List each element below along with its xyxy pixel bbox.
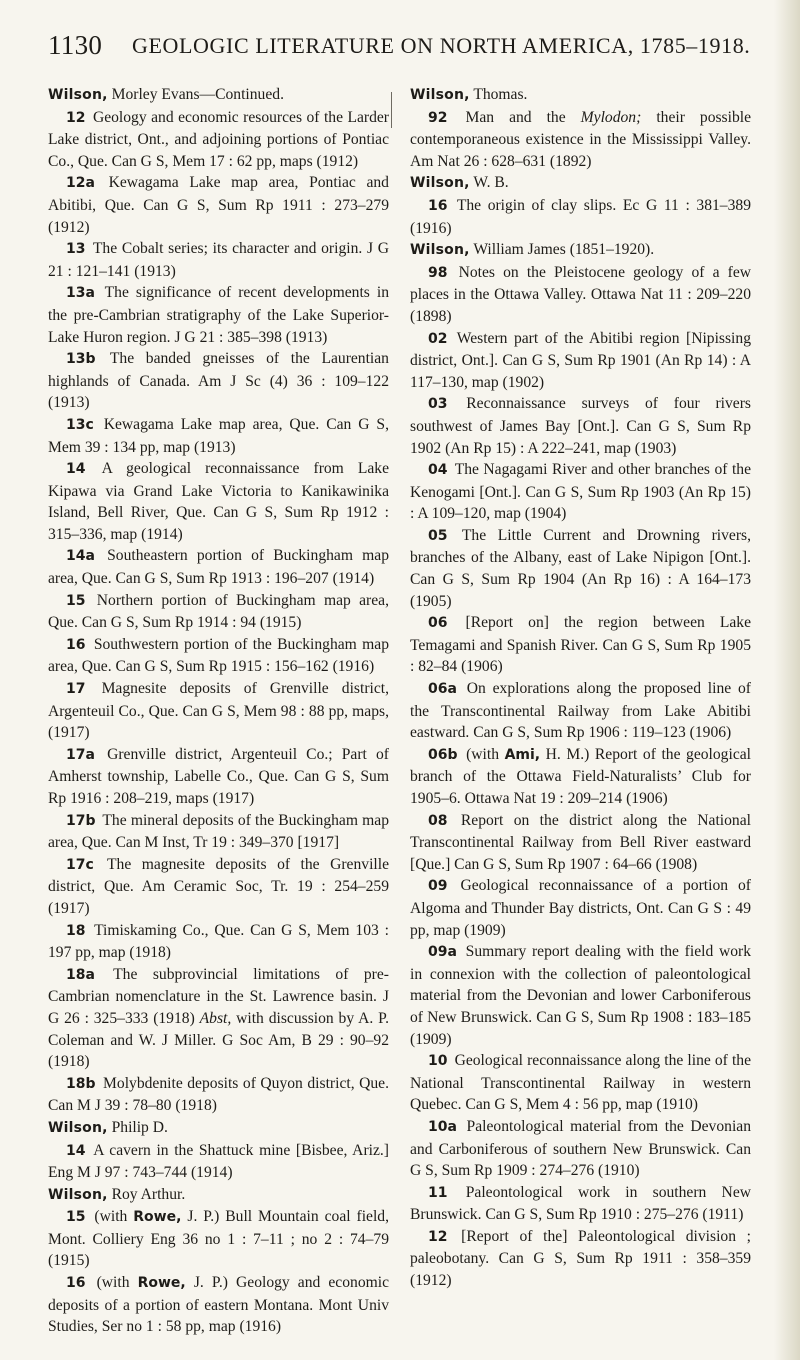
bib-entry xyxy=(48,458,389,545)
bib-entry xyxy=(48,238,389,282)
entry-number: 14a xyxy=(66,548,95,565)
entry-number: 13c xyxy=(66,416,94,433)
entry-number: 10 xyxy=(428,1053,448,1070)
entry-text: Geological reconnaissance of a portion of Algoma and Thunder Bay districts, Ont. Can G S : 49 pp, map (1909) xyxy=(410,877,751,939)
entry-text: A cavern in the Shattuck mine [Bisbee, Ariz.] Eng M J 97 : 743–744 (1914) xyxy=(48,1141,389,1182)
entry-number: 09a xyxy=(428,944,457,961)
left-column xyxy=(48,84,389,1338)
bib-entry xyxy=(48,744,389,810)
entry-text: Report on the district along the National Transcontinental Railway from Bell River eastward [Que.] Can G S, Sum Rp 1907 : 64–66 (1908) xyxy=(410,811,751,873)
entry-text: Geological reconnaissance along the line of the National Transcontinental Railway in western Quebec. Can G S, Mem 4 : 56 pp, map (1910) xyxy=(410,1052,751,1114)
entry-text: Southwestern portion of the Buckingham map area, Que. Can G S, Sum Rp 1915 : 156–162 (1916) xyxy=(48,635,389,676)
entry-number: 92 xyxy=(428,109,448,126)
author-given-names: W. B. xyxy=(473,174,509,192)
author-heading xyxy=(48,84,389,107)
entry-number: 03 xyxy=(428,396,448,413)
bib-entry xyxy=(410,941,751,1050)
bib-entry xyxy=(48,348,389,414)
entry-number: 06a xyxy=(428,681,457,698)
entry-text: Kewagama Lake map area, Que. Can G S, Mem 39 : 134 pp, map (1913) xyxy=(48,415,389,456)
page-edge-shadow xyxy=(774,0,800,1360)
bib-entry xyxy=(48,414,389,458)
entry-text: The Little Current and Drowning rivers, branches of the Albany, east of Lake Nipigon [Ont.]. Can G S, Sum Rp 1904 (An Rp 16) : A 164–173 (1905) xyxy=(410,526,751,610)
bib-entry xyxy=(48,1272,389,1338)
bib-entry xyxy=(48,678,389,744)
bib-entry xyxy=(410,1116,751,1182)
entry-text: Paleontological work in southern New Brunswick. Can G S, Sum Rp 1910 : 275–276 (1911) xyxy=(410,1183,752,1224)
entry-number: 14 xyxy=(66,1142,86,1159)
author-given-names: Philip D. xyxy=(111,1118,168,1136)
entry-text: The magnesite deposits of the Grenville district, Que. Am Ceramic Soc, Tr. 19 : 254–259 (1917) xyxy=(48,855,389,917)
bib-entry xyxy=(48,634,389,678)
entry-text: The banded gneisses of the Laurentian highlands of Canada. Am J Sc (4) 36 : 109–122 (1913) xyxy=(48,350,389,412)
entry-number: 17 xyxy=(66,681,86,698)
entry-number: 02 xyxy=(428,330,448,347)
entry-number: 18a xyxy=(66,966,95,983)
bib-entry xyxy=(48,107,389,173)
author-given-names: Morley Evans—Continued. xyxy=(111,86,284,103)
bib-entry xyxy=(410,393,751,459)
entry-text: The origin of clay slips. Ec G 11 : 381–389 (1916) xyxy=(410,196,751,237)
entry-number: 11 xyxy=(428,1184,448,1201)
author-heading xyxy=(48,1184,389,1207)
bib-entry xyxy=(410,1182,751,1226)
entry-text: The subprovincial limitations of pre-Cambrian nomenclature in the St. Lawrence basin. J G 26 : 325–333 (1918) xyxy=(48,965,389,1027)
bib-entry xyxy=(48,854,389,920)
bib-entry xyxy=(410,612,751,678)
entry-text: (with xyxy=(466,745,499,763)
right-column xyxy=(410,84,751,1292)
entry-text: The mineral deposits of the Buckingham map area, Que. Can M Inst, Tr 19 : 349–370 [1917] xyxy=(48,811,389,852)
entry-text: (with xyxy=(94,1208,128,1226)
bib-entry xyxy=(410,1226,751,1292)
bib-entry xyxy=(48,545,389,589)
running-header xyxy=(48,30,751,66)
bib-entry xyxy=(410,1050,751,1116)
author-given-names: Thomas. xyxy=(473,86,528,103)
entry-number: 09 xyxy=(428,878,448,895)
author-surname: Wilson, xyxy=(410,87,470,103)
bib-entry xyxy=(48,172,389,238)
entry-number: 10a xyxy=(428,1118,457,1135)
entry-number: 06 xyxy=(428,615,448,632)
bib-entry xyxy=(410,262,751,328)
entry-text: Reconnaissance surveys of four rivers southwest of James Bay [Ont.]. Can G S, Sum Rp 1902 (An Rp 15) : A 222–241, map (1903) xyxy=(410,395,751,457)
coauthor-surname: Rowe, xyxy=(133,1209,182,1226)
author-surname: Wilson, xyxy=(410,242,470,259)
author-surname: Wilson, xyxy=(48,87,108,103)
entry-number: 16 xyxy=(428,197,448,214)
running-title: GEOLOGIC LITERATURE ON NORTH AMERICA, 1785–1918. xyxy=(132,33,751,58)
entry-number: 12a xyxy=(66,175,95,192)
bib-entry xyxy=(48,810,389,854)
entry-number: 17c xyxy=(66,856,94,873)
entry-number: 12 xyxy=(428,1228,448,1245)
bib-entry xyxy=(48,282,389,348)
bib-entry xyxy=(410,459,751,525)
entry-text: J. P.) Bull Mountain coal field, Mont. Colliery Eng 36 no 1 : 7–11 ; no 2 : 74–79 (1915) xyxy=(48,1208,389,1270)
author-given-names: Roy Arthur. xyxy=(111,1185,186,1203)
entry-text: The significance of recent developments in the pre-Cambrian stratigraphy of the Lake Superior-Lake Huron region. J G 21 : 385–398 (1913) xyxy=(48,284,389,346)
entry-text: Northern portion of Buckingham map area, Que. Can G S, Sum Rp 1914 : 94 (1915) xyxy=(48,591,389,632)
entry-text: (with xyxy=(96,1274,130,1292)
entry-text: Summary report dealing with the field work in connexion with the collection of paleontological material from the Devonian and lower Carboniferous of New Brunswick. Can G S, Sum Rp 1908 : 183–185 (1909) xyxy=(410,943,751,1048)
bib-entry xyxy=(48,920,389,964)
bib-entry xyxy=(410,195,751,239)
bib-entry xyxy=(410,810,751,876)
entry-text: Paleontological material from the Devonian and Carboniferous of southern New Brunswick. Can G S, Sum Rp 1909 : 274–276 (1910) xyxy=(410,1117,752,1180)
entry-text: The Nagagami River and other branches of the Kenogami [Ont.]. Can G S, Sum Rp 1903 (An Rp 15) : A 109–120, map (1904) xyxy=(410,461,751,523)
entry-text: On explorations along the proposed line of the Transcontinental Railway from Lake Abitibi eastward. Can G S, Sum Rp 1906 : 119–123 (1906) xyxy=(410,680,751,742)
entry-number: 98 xyxy=(428,264,448,281)
entry-text: Western part of the Abitibi region [Nipissing district, Ont.]. Can G S, Sum Rp 1901 (An Rp 14) : A 117–130, map (1902) xyxy=(410,329,751,391)
genus-name: Mylodon; xyxy=(580,108,642,126)
entry-number: 16 xyxy=(66,1275,86,1292)
entry-text: Timiskaming Co., Que. Can G S, Mem 103 : 197 pp, map (1918) xyxy=(48,921,389,962)
entry-text: Man and the xyxy=(465,108,566,126)
entry-number: 18 xyxy=(66,922,86,939)
entry-number: 13 xyxy=(66,241,86,258)
entry-text: Kewagama Lake map area, Pontiac and Abitibi, Que. Can G S, Sum Rp 1911 : 273–279 (1912) xyxy=(48,174,389,236)
bib-entry xyxy=(48,964,389,1073)
entry-text: their possible contemporaneous existence in the Mississippi Valley. Am Nat 26 : 628–631 (1892) xyxy=(410,108,752,170)
entry-number: 18b xyxy=(66,1075,96,1092)
bib-entry xyxy=(48,1140,389,1184)
author-heading xyxy=(410,84,751,107)
bib-entry xyxy=(48,1073,389,1117)
entry-text: Geology and economic resources of the Larder Lake district, Ont., and adjoining portions of Pontiac Co., Que. Can G S, Mem 17 : 62 pp, maps (1912) xyxy=(48,108,389,170)
entry-text: [Report of the] Paleontological division ; paleobotany. Can G S, Sum Rp 1911 : 358–359 (1912) xyxy=(410,1227,752,1290)
bib-entry xyxy=(410,875,751,941)
bib-entry xyxy=(410,744,751,810)
bib-entry xyxy=(410,525,751,612)
entry-number: 15 xyxy=(66,1209,86,1226)
entry-number: 14 xyxy=(66,461,86,478)
author-surname: Wilson, xyxy=(48,1119,108,1136)
entry-text: [Report on] the region between Lake Temagami and Spanish River. Can G S, Sum Rp 1905 : 82–84 (1906) xyxy=(410,614,751,676)
column-divider xyxy=(391,92,392,128)
abstract-label: Abst, xyxy=(199,1009,232,1027)
coauthor-surname: Rowe, xyxy=(137,1275,186,1292)
entry-text: H. M.) Report of the geological branch of the Ottawa Field-Naturalists’ Club for 1905–6. Ottawa Nat 19 : 209–214 (1906) xyxy=(410,745,751,807)
entry-text: with discussion by A. P. Coleman and W. J Miller. G Soc Am, B 29 : 90–92 (1918) xyxy=(48,1009,389,1071)
bib-entry xyxy=(48,1206,389,1272)
bib-entry xyxy=(410,678,751,744)
page-number: 1130 xyxy=(48,30,103,60)
entry-number: 05 xyxy=(428,527,448,544)
bib-entry xyxy=(410,107,751,173)
author-given-names: William James (1851–1920). xyxy=(473,241,655,259)
author-heading xyxy=(410,239,751,262)
author-heading xyxy=(48,1117,389,1140)
entry-number: 17b xyxy=(66,812,96,829)
entry-number: 13a xyxy=(66,285,95,302)
entry-text: Molybdenite deposits of Quyon district, Que. Can M J 39 : 78–80 (1918) xyxy=(48,1074,389,1115)
entry-text: Southeastern portion of Buckingham map area, Que. Can G S, Sum Rp 1913 : 196–207 (1914) xyxy=(48,547,389,588)
entry-number: 12 xyxy=(66,109,86,126)
entry-text: Magnesite deposits of Grenville district, Argenteuil Co., Que. Can G S, Mem 98 : 88 pp, maps, (1917) xyxy=(48,680,389,742)
entry-number: 13b xyxy=(66,351,96,368)
entry-text: J. P.) Geology and economic deposits of a portion of eastern Montana. Mont Univ Studies, Ser no 1 : 58 pp, map (1916) xyxy=(48,1274,390,1336)
entry-number: 15 xyxy=(66,592,86,609)
entry-number: 16 xyxy=(66,636,86,653)
coauthor-surname: Ami, xyxy=(504,746,541,763)
author-heading xyxy=(410,172,751,195)
bib-entry xyxy=(410,328,751,394)
author-surname: Wilson, xyxy=(48,1186,108,1203)
entry-number: 06b xyxy=(428,746,458,763)
entry-number: 08 xyxy=(428,812,448,829)
author-surname: Wilson, xyxy=(410,175,470,192)
entry-number: 17a xyxy=(66,746,95,763)
entry-text: A geological reconnaissance from Lake Kipawa via Grand Lake Victoria to Kanikawinika Island, Bell River, Que. Can G S, Sum Rp 1912 : 315–336, map (1914) xyxy=(48,460,390,543)
entry-number: 04 xyxy=(428,462,448,479)
entry-text: Notes on the Pleistocene geology of a few places in the Ottawa Valley. Ottawa Nat 11 : 209–220 (1898) xyxy=(410,263,751,325)
entry-text: Grenville district, Argenteuil Co.; Part of Amherst township, Labelle Co., Que. Can G S, Sum Rp 1916 : 208–219, maps (1917) xyxy=(48,745,389,807)
entry-text: The Cobalt series; its character and origin. J G 21 : 121–141 (1913) xyxy=(48,240,389,280)
bib-entry xyxy=(48,590,389,634)
